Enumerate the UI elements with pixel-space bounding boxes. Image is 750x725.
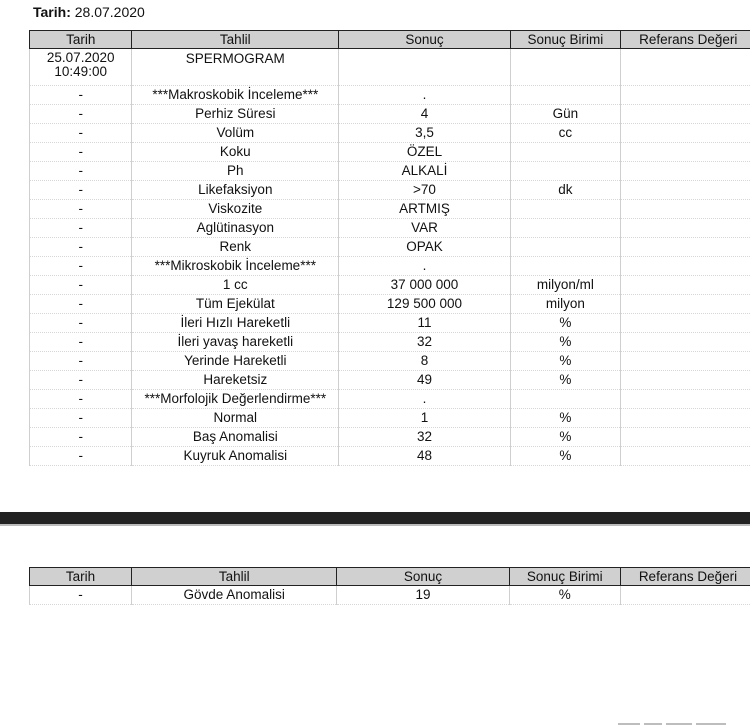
col-header-date: Tarih: [30, 568, 132, 586]
row-test: Likefaksiyon: [132, 181, 339, 200]
page-separator-edge: [0, 524, 750, 526]
row-date: -: [30, 352, 132, 371]
row-test: İleri Hızlı Hareketli: [132, 314, 339, 333]
report-date: [33, 4, 145, 20]
row-test: ***Makroskobik İnceleme***: [132, 86, 339, 105]
row-test: Volüm: [132, 124, 339, 143]
row-result: 19: [337, 586, 509, 605]
row-date: -: [30, 295, 132, 314]
col-header-test: Tahlil: [132, 31, 339, 49]
results-table-page2: [29, 567, 750, 605]
row-reference: [621, 409, 750, 428]
row-date: -: [30, 143, 132, 162]
table-row: [30, 586, 750, 605]
col-header-result: Sonuç: [339, 31, 510, 49]
row-reference: [621, 276, 750, 295]
table-header-row: [30, 31, 750, 49]
row-reference: [621, 86, 750, 105]
row-result: 11: [339, 314, 510, 333]
row-unit: %: [510, 428, 620, 447]
row-date: -: [30, 238, 132, 257]
table-row: [30, 409, 750, 428]
table-row: [30, 143, 750, 162]
row-reference: [621, 181, 750, 200]
row-date: -: [30, 371, 132, 390]
row-unit: cc: [510, 124, 620, 143]
row-test: Koku: [132, 143, 339, 162]
page-separator: [0, 512, 750, 524]
table-row: [30, 257, 750, 276]
table-row: [30, 238, 750, 257]
col-header-unit: Sonuç Birimi: [509, 568, 620, 586]
table-row: [30, 314, 750, 333]
table-row: [30, 390, 750, 409]
row-date: -: [30, 390, 132, 409]
row-date: -: [30, 586, 132, 605]
row-unit: [510, 49, 620, 86]
table-row: [30, 219, 750, 238]
row-unit: %: [510, 352, 620, 371]
row-date: -: [30, 333, 132, 352]
row-unit: %: [510, 371, 620, 390]
row-reference: [620, 586, 750, 605]
row-result: 32: [339, 428, 510, 447]
row-test: Renk: [132, 238, 339, 257]
row-result: 48: [339, 447, 510, 466]
row-test: Kuyruk Anomalisi: [132, 447, 339, 466]
row-unit: milyon: [510, 295, 620, 314]
table-row: [30, 333, 750, 352]
table-row: [30, 86, 750, 105]
row-result: >70: [339, 181, 510, 200]
row-result: ÖZEL: [339, 143, 510, 162]
row-reference: [621, 447, 750, 466]
row-unit: dk: [510, 181, 620, 200]
row-test: ***Mikroskobik İnceleme***: [132, 257, 339, 276]
row-unit: %: [509, 586, 620, 605]
table-header-row: [30, 568, 750, 586]
table-row: [30, 371, 750, 390]
row-date: -: [30, 86, 132, 105]
row-reference: [621, 390, 750, 409]
row-unit: [510, 238, 620, 257]
row-date: -: [30, 428, 132, 447]
row-test: Tüm Ejekülat: [132, 295, 339, 314]
row-reference: [621, 162, 750, 181]
row-unit: [510, 200, 620, 219]
row-result: ARTMIŞ: [339, 200, 510, 219]
col-header-test: Tahlil: [132, 568, 337, 586]
results-table-page1: [29, 30, 750, 466]
row-unit: %: [510, 447, 620, 466]
row-reference: [621, 257, 750, 276]
row-unit: milyon/ml: [510, 276, 620, 295]
table-row: [30, 49, 750, 86]
row-date: -: [30, 162, 132, 181]
row-date-day: 25.07.2020: [46, 50, 115, 65]
row-unit: [510, 219, 620, 238]
row-date: -: [30, 124, 132, 143]
row-test: Yerinde Hareketli: [132, 352, 339, 371]
row-result: 49: [339, 371, 510, 390]
row-reference: [621, 295, 750, 314]
row-test: Baş Anomalisi: [132, 428, 339, 447]
table-row: [30, 295, 750, 314]
row-unit: [510, 162, 620, 181]
table-row: [30, 352, 750, 371]
row-reference: [621, 49, 750, 86]
row-test: Hareketsiz: [132, 371, 339, 390]
table-row: [30, 105, 750, 124]
row-unit: [510, 257, 620, 276]
row-result: OPAK: [339, 238, 510, 257]
row-result: 4: [339, 105, 510, 124]
row-result: ALKALİ: [339, 162, 510, 181]
row-date: -: [30, 314, 132, 333]
row-result: [339, 49, 510, 86]
row-reference: [621, 371, 750, 390]
row-result: 37 000 000: [339, 276, 510, 295]
table-row: [30, 181, 750, 200]
row-reference: [621, 200, 750, 219]
row-reference: [621, 352, 750, 371]
row-reference: [621, 333, 750, 352]
row-unit: [510, 143, 620, 162]
row-date-time: 10:49:00: [54, 64, 107, 79]
col-header-unit: Sonuç Birimi: [510, 31, 620, 49]
row-reference: [621, 124, 750, 143]
table-row: [30, 428, 750, 447]
col-header-reference: Referans Değeri: [621, 31, 750, 49]
row-unit: %: [510, 333, 620, 352]
row-unit: [510, 390, 620, 409]
row-reference: [621, 314, 750, 333]
row-date: -: [30, 219, 132, 238]
row-date: -: [30, 200, 132, 219]
row-date: -: [30, 409, 132, 428]
row-result: .: [339, 390, 510, 409]
row-reference: [621, 105, 750, 124]
row-reference: [621, 238, 750, 257]
row-unit: %: [510, 409, 620, 428]
table-row: [30, 447, 750, 466]
report-date-value: 28.07.2020: [74, 4, 145, 20]
row-test: İleri yavaş hareketli: [132, 333, 339, 352]
row-test: SPERMOGRAM: [132, 49, 339, 86]
row-result: 8: [339, 352, 510, 371]
row-date: -: [30, 257, 132, 276]
row-date: -: [30, 276, 132, 295]
row-unit: %: [510, 314, 620, 333]
row-result: 3,5: [339, 124, 510, 143]
footer-watermark: [618, 716, 750, 725]
table-row: [30, 162, 750, 181]
row-result: VAR: [339, 219, 510, 238]
row-reference: [621, 219, 750, 238]
col-header-reference: Referans Değeri: [620, 568, 750, 586]
row-unit: [510, 86, 620, 105]
col-header-result: Sonuç: [337, 568, 509, 586]
report-date-label: Tarih:: [33, 4, 71, 20]
row-result: .: [339, 86, 510, 105]
row-result: 32: [339, 333, 510, 352]
table-row: [30, 124, 750, 143]
row-test: Normal: [132, 409, 339, 428]
row-test: Ph: [132, 162, 339, 181]
table-row: [30, 200, 750, 219]
row-test: Gövde Anomalisi: [132, 586, 337, 605]
col-header-date: Tarih: [30, 31, 132, 49]
row-test: Aglütinasyon: [132, 219, 339, 238]
row-result: 1: [339, 409, 510, 428]
row-date: -: [30, 181, 132, 200]
row-date: -: [30, 447, 132, 466]
row-date: -: [30, 105, 132, 124]
row-test: Viskozite: [132, 200, 339, 219]
row-test: Perhiz Süresi: [132, 105, 339, 124]
row-result: .: [339, 257, 510, 276]
row-date: [30, 49, 132, 86]
row-test: 1 cc: [132, 276, 339, 295]
row-result: 129 500 000: [339, 295, 510, 314]
row-test: ***Morfolojik Değerlendirme***: [132, 390, 339, 409]
table-row: [30, 276, 750, 295]
row-unit: Gün: [510, 105, 620, 124]
row-reference: [621, 143, 750, 162]
row-reference: [621, 428, 750, 447]
